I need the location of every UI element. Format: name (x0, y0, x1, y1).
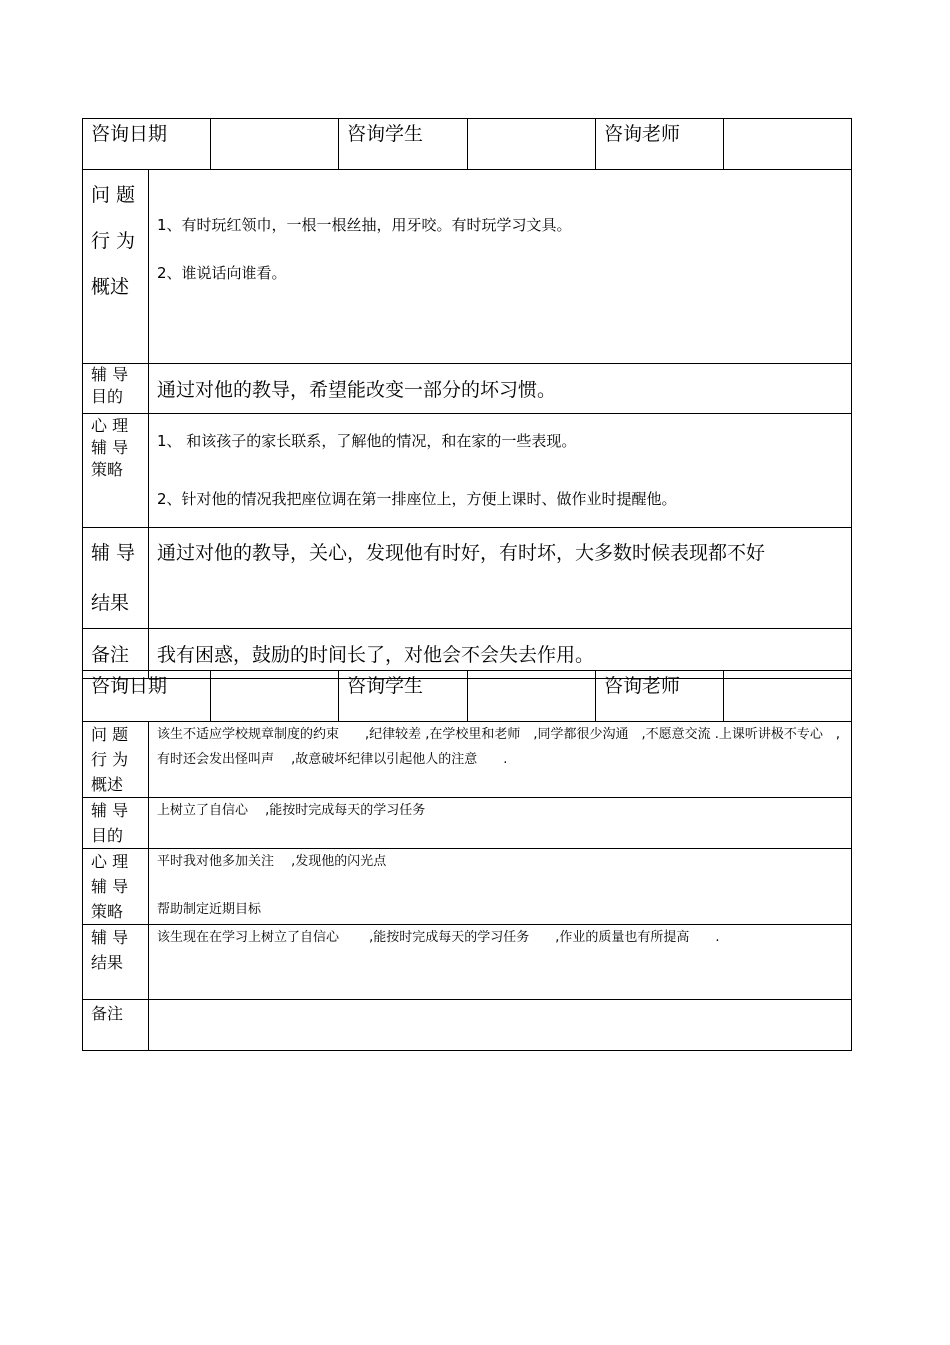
counseling-result-row (83, 925, 852, 1000)
counseling-result-label: 辅 导 结果 (83, 528, 149, 629)
problem-behavior-content[interactable] (149, 170, 852, 364)
consult-teacher-value[interactable] (724, 671, 852, 722)
counseling-goal-label: 辅 导 目的 (83, 798, 149, 849)
problem-behavior-label: 问 题 行 为 概述 (83, 722, 149, 798)
problem-behavior-row (83, 722, 852, 798)
counseling-goal-content[interactable]: 上树立了自信心 ,能按时完成每天的学习任务 (149, 798, 852, 849)
counseling-strategy-label: 心 理 辅 导 策略 (83, 849, 149, 925)
counseling-strategy-row (83, 849, 852, 925)
consult-teacher-label: 咨询老师 (596, 671, 724, 722)
header-row (83, 119, 852, 170)
note-label: 备注 (83, 1000, 149, 1051)
note-content[interactable] (149, 1000, 852, 1051)
strategy-item: 平时我对他多加关注 ,发现他的闪光点 (157, 854, 387, 869)
consult-date-label: 咨询日期 (83, 119, 211, 170)
counseling-goal-content[interactable]: 通过对他的教导，希望能改变一部分的坏习惯。 (149, 364, 852, 414)
counseling-goal-label: 辅 导 目的 (83, 364, 149, 414)
consult-student-value[interactable] (468, 671, 596, 722)
counseling-result-content[interactable]: 通过对他的教导，关心，发现他有时好，有时坏，大多数时候表现都不好 (149, 528, 852, 629)
strategy-item: 帮助制定近期目标 (157, 902, 262, 917)
problem-item: 1、有时玩红领巾，一根一根丝抽，用牙咬。有时玩学习文具。 (157, 216, 572, 234)
counseling-result-row (83, 528, 852, 629)
consult-student-value[interactable] (468, 119, 596, 170)
consult-date-label: 咨询日期 (83, 671, 211, 722)
note-content[interactable]: 我有困惑，鼓励的时间长了，对他会不会失去作用。 (149, 629, 852, 679)
counseling-result-content[interactable]: 该生现在在学习上树立了自信心 ,能按时完成每天的学习任务 ,作业的质量也有所提高 . (149, 925, 852, 1000)
counseling-record-form-1 (82, 118, 852, 679)
counseling-strategy-content[interactable] (149, 849, 852, 925)
problem-behavior-content[interactable]: 该生不适应学校规章制度的约束 ,纪律较差 ,在学校里和老师 ,同学都很少沟通 ,不愿意交流 .上课听讲极不专心 ,有时还会发出怪叫声 ,故意破坏纪律以引起他人的注意 . (149, 722, 852, 798)
problem-behavior-label: 问 题 行 为 概述 (83, 170, 149, 364)
counseling-goal-row (83, 798, 852, 849)
header-row (83, 671, 852, 722)
consult-date-value[interactable] (211, 119, 339, 170)
counseling-strategy-content[interactable] (149, 414, 852, 528)
counseling-goal-row (83, 364, 852, 414)
problem-behavior-row (83, 170, 852, 364)
strategy-item: 2、针对他的情况我把座位调在第一排座位上，方便上课时、做作业时提醒他。 (157, 490, 677, 508)
note-label: 备注 (83, 629, 149, 679)
counseling-record-form-2 (82, 670, 852, 1051)
note-row (83, 1000, 852, 1051)
counseling-result-label: 辅 导 结果 (83, 925, 149, 1000)
consult-teacher-label: 咨询老师 (596, 119, 724, 170)
consult-student-label: 咨询学生 (339, 119, 468, 170)
strategy-item: 1、 和该孩子的家长联系，了解他的情况，和在家的一些表现。 (157, 432, 577, 450)
counseling-strategy-row (83, 414, 852, 528)
problem-item: 2、谁说话向谁看。 (157, 264, 287, 282)
consult-teacher-value[interactable] (724, 119, 852, 170)
consult-date-value[interactable] (211, 671, 339, 722)
consult-student-label: 咨询学生 (339, 671, 468, 722)
counseling-strategy-label: 心 理 辅 导 策略 (83, 414, 149, 528)
